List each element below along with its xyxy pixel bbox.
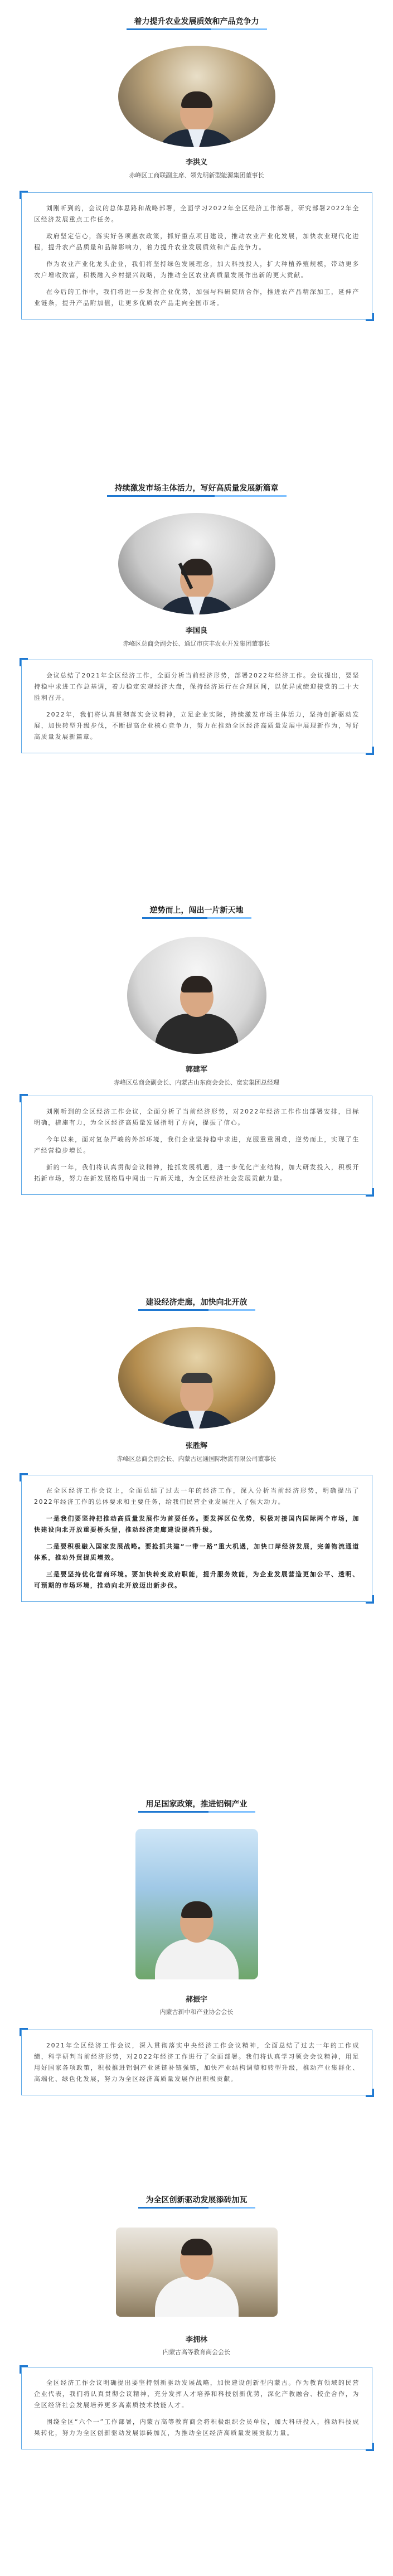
section-5-person [155,1904,239,1979]
section-2-photo [118,513,275,614]
section-5-title: 用足国家政策，推进铝铜产业 [138,1798,255,1813]
section-5-title-wrap [0,1798,393,1813]
section-1-paragraph: 刘刚听到的，会议的总体思路和战略部署，全面学习2022年全区经济工作部署，研究部署2022年全区经济发展重点工作任务。 [34,205,360,223]
section-5-quote [21,2030,372,2095]
section-6-name: 李拥林 [185,2336,207,2344]
section-3-photo [127,937,266,1054]
section-5-name: 郝振宇 [185,1996,207,2004]
section-4-paragraph: 二是要积极融入国家发展战略。要抢抓共建“一带一路”重大机遇，加快口岸经济发展，完善物流通道体系，推动外贸提质增效。 [34,1543,360,1561]
section-1-name: 李洪义 [185,158,207,167]
section-2-name: 李国良 [185,627,207,635]
section-6-paragraph: 全区经济工作会议明确提出要坚持创新驱动发展战略，加快建设创新型内蒙古。作为教育领域的民营企业代表，我们将认真贯彻会议精神，充分发挥人才培养和科技创新优势，深化产教融合、校企合作，为全区经济社会发展培养更多高素质技术技能人才。 [34,2379,360,2409]
section-1-quote [21,192,372,319]
section-6-quote [21,2367,372,2449]
section-2-person [155,561,239,614]
section-3-paragraph: 今年以来，面对复杂严峻的外部环境，我们企业坚持稳中求进，克服重重困难，逆势而上，实现了生产经营稳步增长。 [34,1136,360,1154]
section-1-title-wrap [0,16,393,30]
section-1-paragraph: 政府坚定信心，落实好各项惠农政策，抓好重点项目建设，推动农业产业化发展，加快农业现代化进程，提升农产品质量和品牌影响力，着力提升农业发展质效和产品竞争力。 [34,233,360,251]
section-3-quote [21,1096,372,1195]
section-1-paragraph: 在今后的工作中，我们将进一步发挥企业优势，加强与科研院所合作，推进农产品精深加工，延伸产业链条，提升产品附加值，让更多优质农产品走向全国市场。 [34,288,360,307]
section-4-person [155,1375,239,1429]
section-1-photo [118,46,275,147]
section-1-person [155,94,239,147]
section-4-paragraph: 在全区经济工作会议上，全面总结了过去一年的经济工作，深入分析当前经济形势，明确提出了2022年经济工作的总体要求和主要任务，给我们民营企业发展注入了强大动力。 [34,1487,360,1505]
section-1-paragraph: 作为农业产业化龙头企业，我们将坚持绿色发展理念，加大科技投入，扩大种植养殖规模，带动更多农户增收致富，积极融入乡村振兴战略，为推动全区农业高质量发展作出新的更大贡献。 [34,260,360,279]
section-4-role: 赤峰区总商会副会长、内蒙古远通国际物流有限公司董事长 [117,1455,276,1463]
section-1-role: 赤峰区工商联副主席、领先明新型能源集团董事长 [129,172,264,179]
section-3-paragraph: 新的一年，我们将认真贯彻会议精神，抢抓发展机遇，进一步优化产业结构，加大研发投入，积极开拓新市场，努力在新发展格局中闯出一片新天地，为全区经济社会发展贡献力量。 [34,1164,360,1182]
section-4-title: 建设经济走廊，加快向北开放 [138,1296,255,1311]
section-4-paragraph: 一是我们要坚持把推动高质量发展作为首要任务。要发挥区位优势，积极对接国内国际两个市场，加快建设向北开放重要桥头堡，推动经济走廊建设提档升级。 [34,1515,360,1533]
section-2-role: 赤峰区总商会副会长、通辽市庆丰农业开发集团董事长 [123,640,270,647]
section-3-title: 逆势而上，闯出一片新天地 [142,904,251,919]
section-1-title: 着力提升农业发展质效和产品竞争力 [127,16,267,30]
section-3-role: 赤峰区总商会副会长、内蒙古山东商会会长、宽宏集团总经理 [114,1079,279,1086]
section-6-title: 为全区创新驱动发展添砖加瓦 [138,2194,255,2209]
section-2-quote [21,660,372,753]
section-6-role: 内蒙古高等教育商会会长 [163,2349,230,2356]
section-4-photo [118,1327,275,1429]
section-3-name: 郭建军 [185,1066,207,1074]
section-3-title-wrap [0,904,393,919]
section-4-title-wrap [0,1296,393,1311]
section-4-quote [21,1475,372,1602]
section-6-person [155,2241,239,2317]
section-6-title-wrap [0,2194,393,2209]
section-2-title-wrap [0,482,393,497]
section-4-name: 张胜辉 [185,1442,207,1450]
section-3-paragraph: 刘刚听到的全区经济工作会议，全面分析了当前经济形势，对2022年经济工作作出部署安排，目标明确，措施有力，为全区经济高质量发展指明了方向，提振了信心。 [34,1108,360,1126]
section-2-title: 持续激发市场主体活力，写好高质量发展新篇章 [107,482,287,497]
section-3-person [155,978,239,1054]
section-6-paragraph: 围绕全区“六个一”工作部署，内蒙古高等教育商会将积极组织会员单位，加大科研投入，推动科技成果转化，努力为全区创新驱动发展添砖加瓦，为推动全区经济高质量发展贡献力量。 [34,2418,360,2437]
section-5-photo [135,1829,258,1979]
section-4-paragraph: 三是要坚持优化营商环境。要加快转变政府职能，提升服务效能，为企业发展营造更加公平、透明、可预期的市场环境，推动向北开放迈出新步伐。 [34,1571,360,1589]
section-2-paragraph: 2022年，我们将认真贯彻落实会议精神，立足企业实际，持续激发市场主体活力，坚持创新驱动发展，加快转型升级步伐，不断提高企业核心竞争力，努力在推动全区经济高质量发展中展现新作为，写好高质量发展新篇章。 [34,711,360,740]
section-6-photo [116,2228,278,2317]
section-5-paragraph: 2021年全区经济工作会议，深入贯彻落实中央经济工作会议精神，全面总结了过去一年的工作成绩，科学研判当前经济形势，对2022年经济工作进行了全面部署。我们将认真学习领会会议精神，用足用好国家各项政策，积极推进铝铜产业延链补链强链，加快产业结构调整和转型升级，推动产业集群化、高端化、绿色化发展，努力为全区经济高质量发展作出积极贡献。 [34,2042,360,2083]
section-2-paragraph: 会议总结了2021年全区经济工作，全面分析当前经济形势，部署2022年经济工作。会议提出，要坚持稳中求进工作总基调，着力稳定宏观经济大盘，保持经济运行在合理区间，以优异成绩迎接党的二十大胜利召开。 [34,672,360,701]
section-5-role: 内蒙古新中和产业协会会长 [159,2008,234,2016]
